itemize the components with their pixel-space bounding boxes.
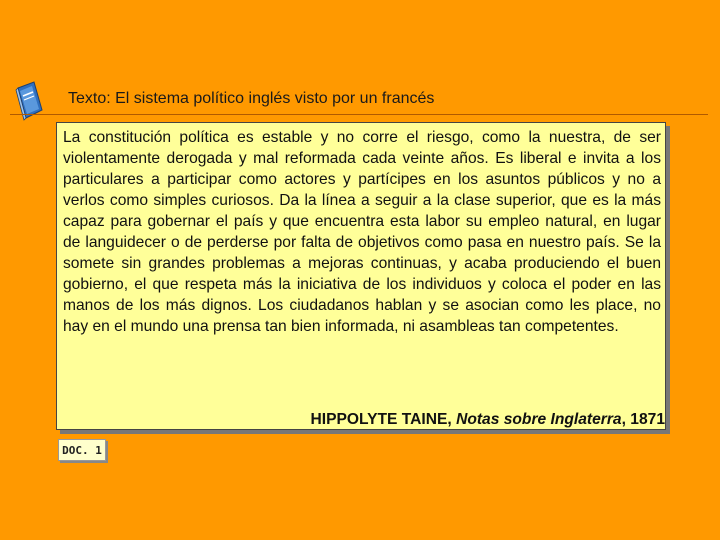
citation-separator: ,: [621, 411, 626, 428]
document-number-label: DOC. 1: [58, 439, 106, 461]
quote-box: [56, 122, 666, 430]
page-title: Texto: El sistema político inglés visto por un francés: [68, 90, 435, 107]
citation-book: Notas sobre Inglaterra: [456, 411, 622, 428]
citation-year: 1871: [630, 411, 665, 428]
citation-author: HIPPOLYTE TAINE,: [310, 411, 452, 428]
book-icon: [14, 80, 44, 122]
quote-text: La constitución política es estable y no corre el riesgo, como la nuestra, de ser violentamente derogada y mal reformada cada veinte años. Es liberal e invita a los particulares a participar como actores y partícipes en los asuntos públicos y no a verlos como simples curiosos. Da la línea a seguir a la clase superior, que es la más capaz para gobernar el país y que encuentra esta labor su empleo natural, en lugar de languidecer o de perderse por falta de objetivos como pasa en nuestro país. Se la somete sin grandes problemas a mejoras continuas, y acaba produciendo el buen gobierno, el que respeta más la iniciativa de los individuos y coloca el poder en las manos de los más dignos. Los ciudadanos hablan y se asocian como les place, no hay en el mundo una prensa tan bien informada, ni asambleas tan competentes.: [63, 129, 661, 335]
header-divider: [10, 114, 708, 115]
citation: [311, 410, 666, 430]
